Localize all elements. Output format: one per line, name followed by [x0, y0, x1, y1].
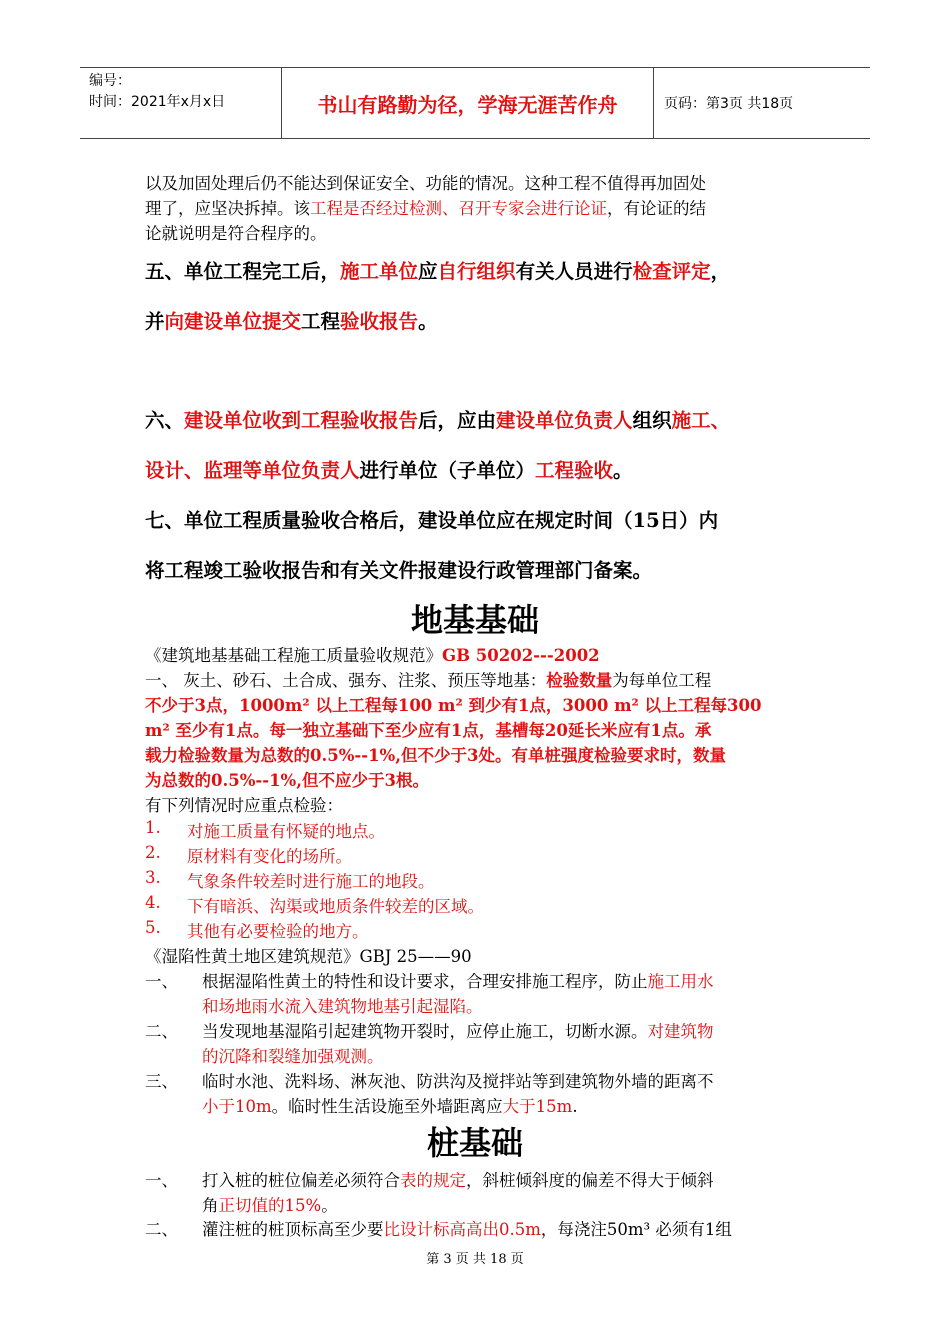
header-meta — [80, 68, 282, 138]
spec-loess: 《湿陷性黄土地区建筑规范》GBJ 25——90 — [145, 947, 472, 966]
foundation-para-line-1: 一、 灰土、砂石、土合成、强夯、注浆、预压等地基：检验数量为每单位工程 — [145, 671, 712, 690]
number-label: 编号： — [89, 73, 131, 89]
time-label: 时间：2021年x月x日 — [89, 94, 226, 110]
intro-line-3: 论就说明是符合程序的。 — [145, 224, 327, 243]
loess-item-1: 一、 根据湿陷性黄土的特性和设计要求，合理安排施工程序，防止施工用水 和场地雨水流入建筑物地基引起湿陷。 — [145, 972, 714, 1016]
foundation-para-line-4: 载力检验数量为总数的0.5%--1%,但不少于3处。有单桩强度检验要求时，数量 — [145, 746, 726, 765]
spec-foundation: 《建筑地基基础工程施工质量验收规范》GB 50202---2002 — [145, 646, 600, 665]
section-6-line-1: 六、建设单位收到工程验收报告后，应由建设单位负责人组织施工、 — [145, 409, 731, 432]
section-title-pile: 桩基础 — [426, 1124, 523, 1162]
section-5-line-2: 并向建设单位提交工程验收报告。 — [145, 310, 438, 333]
section-5-line-1: 五、单位工程完工后，施工单位应自行组织有关人员进行检查评定， — [145, 260, 731, 283]
page-header — [80, 67, 870, 139]
section-title-foundation: 地基基础 — [410, 601, 539, 639]
header-motto: 书山有路勤为径，学海无涯苦作舟 — [282, 68, 654, 138]
loess-item-3: 三、 临时水池、洗料场、淋灰池、防洪沟及搅拌站等到建筑物外墙的距离不 小于10m。临时性生活设施至外墙距离应大于15m. — [145, 1072, 714, 1116]
intro-line-2: 理了，应坚决拆掉。该工程是否经过检测、召开专家会进行论证，有论证的结 — [145, 199, 706, 218]
section-7-line-1: 七、单位工程质量验收合格后，建设单位应在规定时间（15日）内 — [145, 509, 719, 532]
page-footer: 第 3 页 共 18 页 — [426, 1252, 524, 1267]
section-6-line-2: 设计、监理等单位负责人进行单位（子单位）工程验收。 — [145, 459, 633, 482]
intro-line-1: 以及加固处理后仍不能达到保证安全、功能的情况。这种工程不值得再加固处 — [145, 174, 706, 193]
section-7-line-2: 将工程竣工验收报告和有关文件报建设行政管理部门备案。 — [145, 559, 653, 582]
loess-item-2: 二、 当发现地基湿陷引起建筑物开裂时，应停止施工，切断水源。对建筑物 的沉降和裂缝加强观测。 — [145, 1022, 714, 1066]
foundation-para-line-5: 为总数的0.5%--1%,但不应少于3根。 — [145, 771, 429, 790]
check-intro: 有下列情况时应重点检验： — [145, 796, 343, 815]
header-page-label: 页码：第3页 共18页 — [664, 96, 794, 112]
foundation-para-line-2: 不少于3点，1000m² 以上工程每100 m² 到少有1点，3000 m² 以上工程每300 — [145, 696, 762, 715]
foundation-para-line-3: m² 至少有1点。每一独立基础下至少应有1点，基槽每20延长米应有1点。承 — [145, 721, 712, 740]
pile-item-1: 一、 打入桩的桩位偏差必须符合表的规定，斜桩倾斜度的偏差不得大于倾斜 角正切值的15%。 — [145, 1171, 714, 1215]
